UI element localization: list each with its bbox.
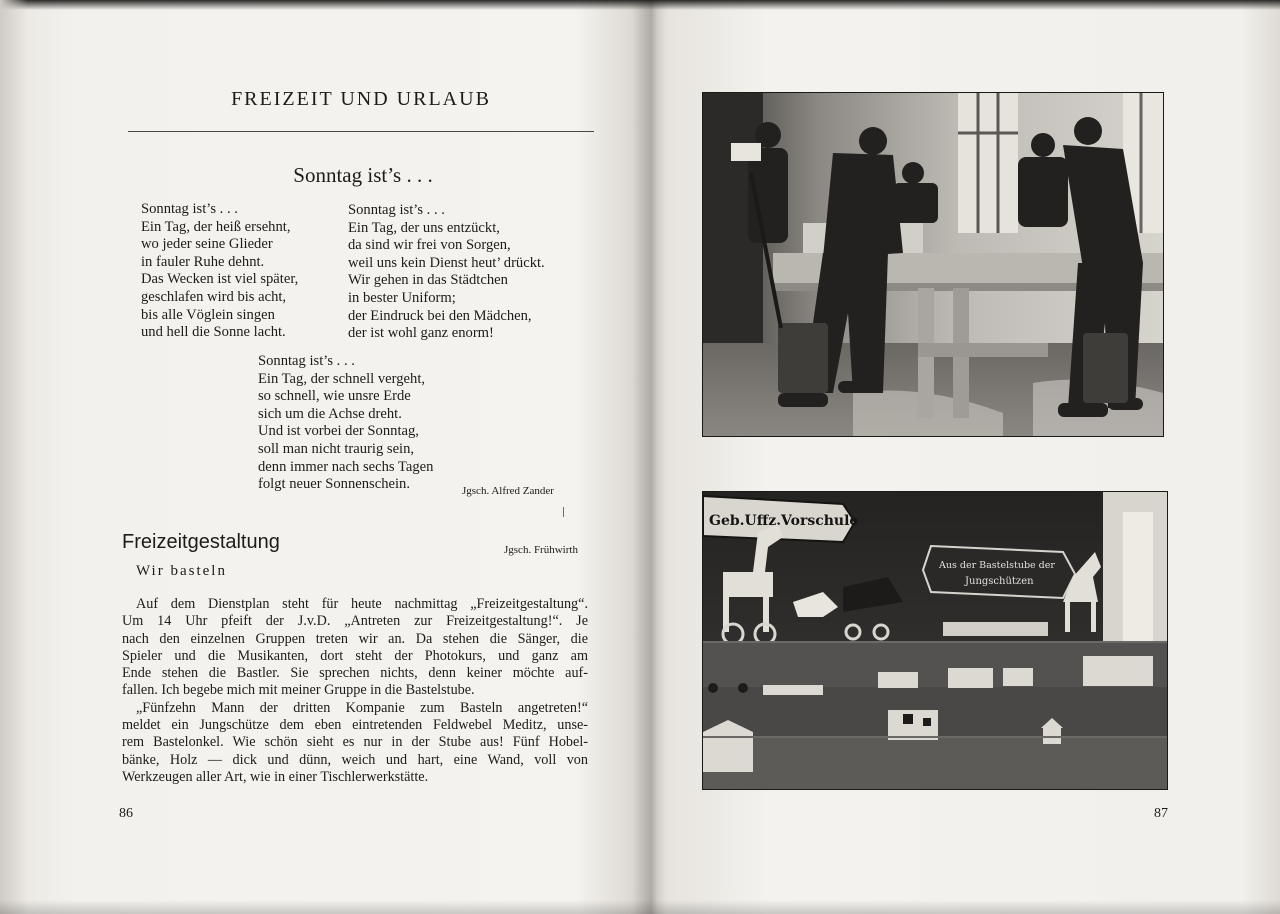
poem-line: in fauler Ruhe dehnt.: [141, 253, 265, 270]
body-line: „Fünfzehn Mann der dritten Kompanie zum Basteln angetreten!“: [136, 699, 588, 716]
poem-stanza-3: [258, 353, 433, 494]
banner-left-text: Geb.Uffz.Vorschule: [709, 513, 859, 529]
body-text: [122, 596, 588, 786]
body-line: Werkzeugen aller Art, wie in einer Tischlerwerkstätte.: [122, 768, 429, 785]
poem-author: Jgsch. Alfred Zander: [462, 485, 554, 497]
body-line: fallen. Ich begebe mich mit meiner Gruppe in die Bastelstube.: [122, 682, 475, 699]
poem-title: Sonntag ist’s . . .: [293, 163, 433, 187]
poem-line: geschlafen wird bis acht,: [141, 288, 287, 305]
poem-line: Ein Tag, der heiß ersehnt,: [141, 218, 291, 235]
poem-line: folgt neuer Sonnenschein.: [258, 476, 410, 493]
page-number-right: 87: [1154, 806, 1168, 821]
poem-line: sich um die Achse dreht.: [258, 405, 402, 422]
poem-line: der Eindruck bei den Mädchen,: [348, 307, 532, 324]
poem-line: der ist wohl ganz enorm!: [348, 325, 494, 342]
poem-stanza-2: [348, 202, 545, 343]
photo-workshop: [703, 93, 1163, 436]
section-heading: Freizeitgestaltung: [122, 531, 280, 553]
poem-stanza-1: [141, 201, 298, 342]
poem-line: Sonntag ist’s . . .: [141, 201, 238, 217]
print-mark: [563, 507, 564, 517]
banner-right-line-2: Jungschützen: [965, 576, 1034, 587]
bottom-page-edge: [0, 900, 1280, 914]
photo-exhibition: [703, 492, 1167, 789]
page-number-left: 86: [119, 806, 133, 821]
left-page-edge: [0, 0, 28, 914]
poem-line: Das Wecken ist viel später,: [141, 271, 299, 288]
poem-line: und hell die Sonne lacht.: [141, 324, 286, 341]
section-author: Jgsch. Frühwirth: [504, 544, 578, 556]
section-subheading: Wir basteln: [136, 563, 227, 579]
poem-line: Ein Tag, der schnell vergeht,: [258, 370, 426, 387]
body-line: rem Bastelonkel. Wie schön sieht es nur in der Stube aus! Fünf Hobel-: [122, 734, 588, 751]
body-line: Ende stehen die Bastler. Sie sprechen nichts, denn keiner möchte auf-: [122, 665, 588, 682]
poem-line: weil uns kein Dienst heut’ drückt.: [348, 254, 545, 271]
body-line: meldet ein Jungschütze dem eben eintretenden Feldwebel Meditz, unse-: [122, 717, 588, 734]
poem-line: da sind wir frei von Sorgen,: [348, 237, 511, 254]
body-line: Um 14 Uhr pfeift der J.v.D. „Antreten zur Freizeitgestaltung!“. Je: [122, 613, 588, 630]
poem-line: Und ist vorbei der Sonntag,: [258, 423, 419, 440]
book-gutter: [630, 0, 670, 914]
poem-line: Wir gehen in das Städtchen: [348, 272, 508, 289]
poem-line: bis alle Vöglein singen: [141, 306, 275, 323]
poem-line: Ein Tag, der uns entzückt,: [348, 219, 500, 236]
header-rule: [128, 131, 594, 132]
poem-line: soll man nicht traurig sein,: [258, 440, 415, 457]
poem-line: in bester Uniform;: [348, 289, 456, 306]
body-line: nach den einzelnen Gruppen treten wir an. Da stehen die Sänger, die: [122, 630, 588, 647]
body-line: Auf dem Dienstplan steht für heute nachmittag „Freizeitgestaltung“.: [136, 596, 588, 612]
poem-line: so schnell, wie unsre Erde: [258, 388, 411, 405]
body-line: bänke, Holz — dick und dünn, weich und hart, eine Wand, voll von: [122, 751, 588, 768]
banner-right-line-1: Aus der Bastelstube der: [939, 560, 1055, 571]
poem-line: wo jeder seine Glieder: [141, 236, 273, 253]
body-line: Spieler und die Musikanten, dort steht der Photokurs, und ganz am: [122, 647, 588, 664]
poem-line: Sonntag ist’s . . .: [348, 202, 445, 218]
poem-line: denn immer nach sechs Tagen: [258, 458, 434, 475]
poem-line: Sonntag ist’s . . .: [258, 353, 355, 369]
running-head: FREIZEIT UND URLAUB: [231, 88, 491, 110]
